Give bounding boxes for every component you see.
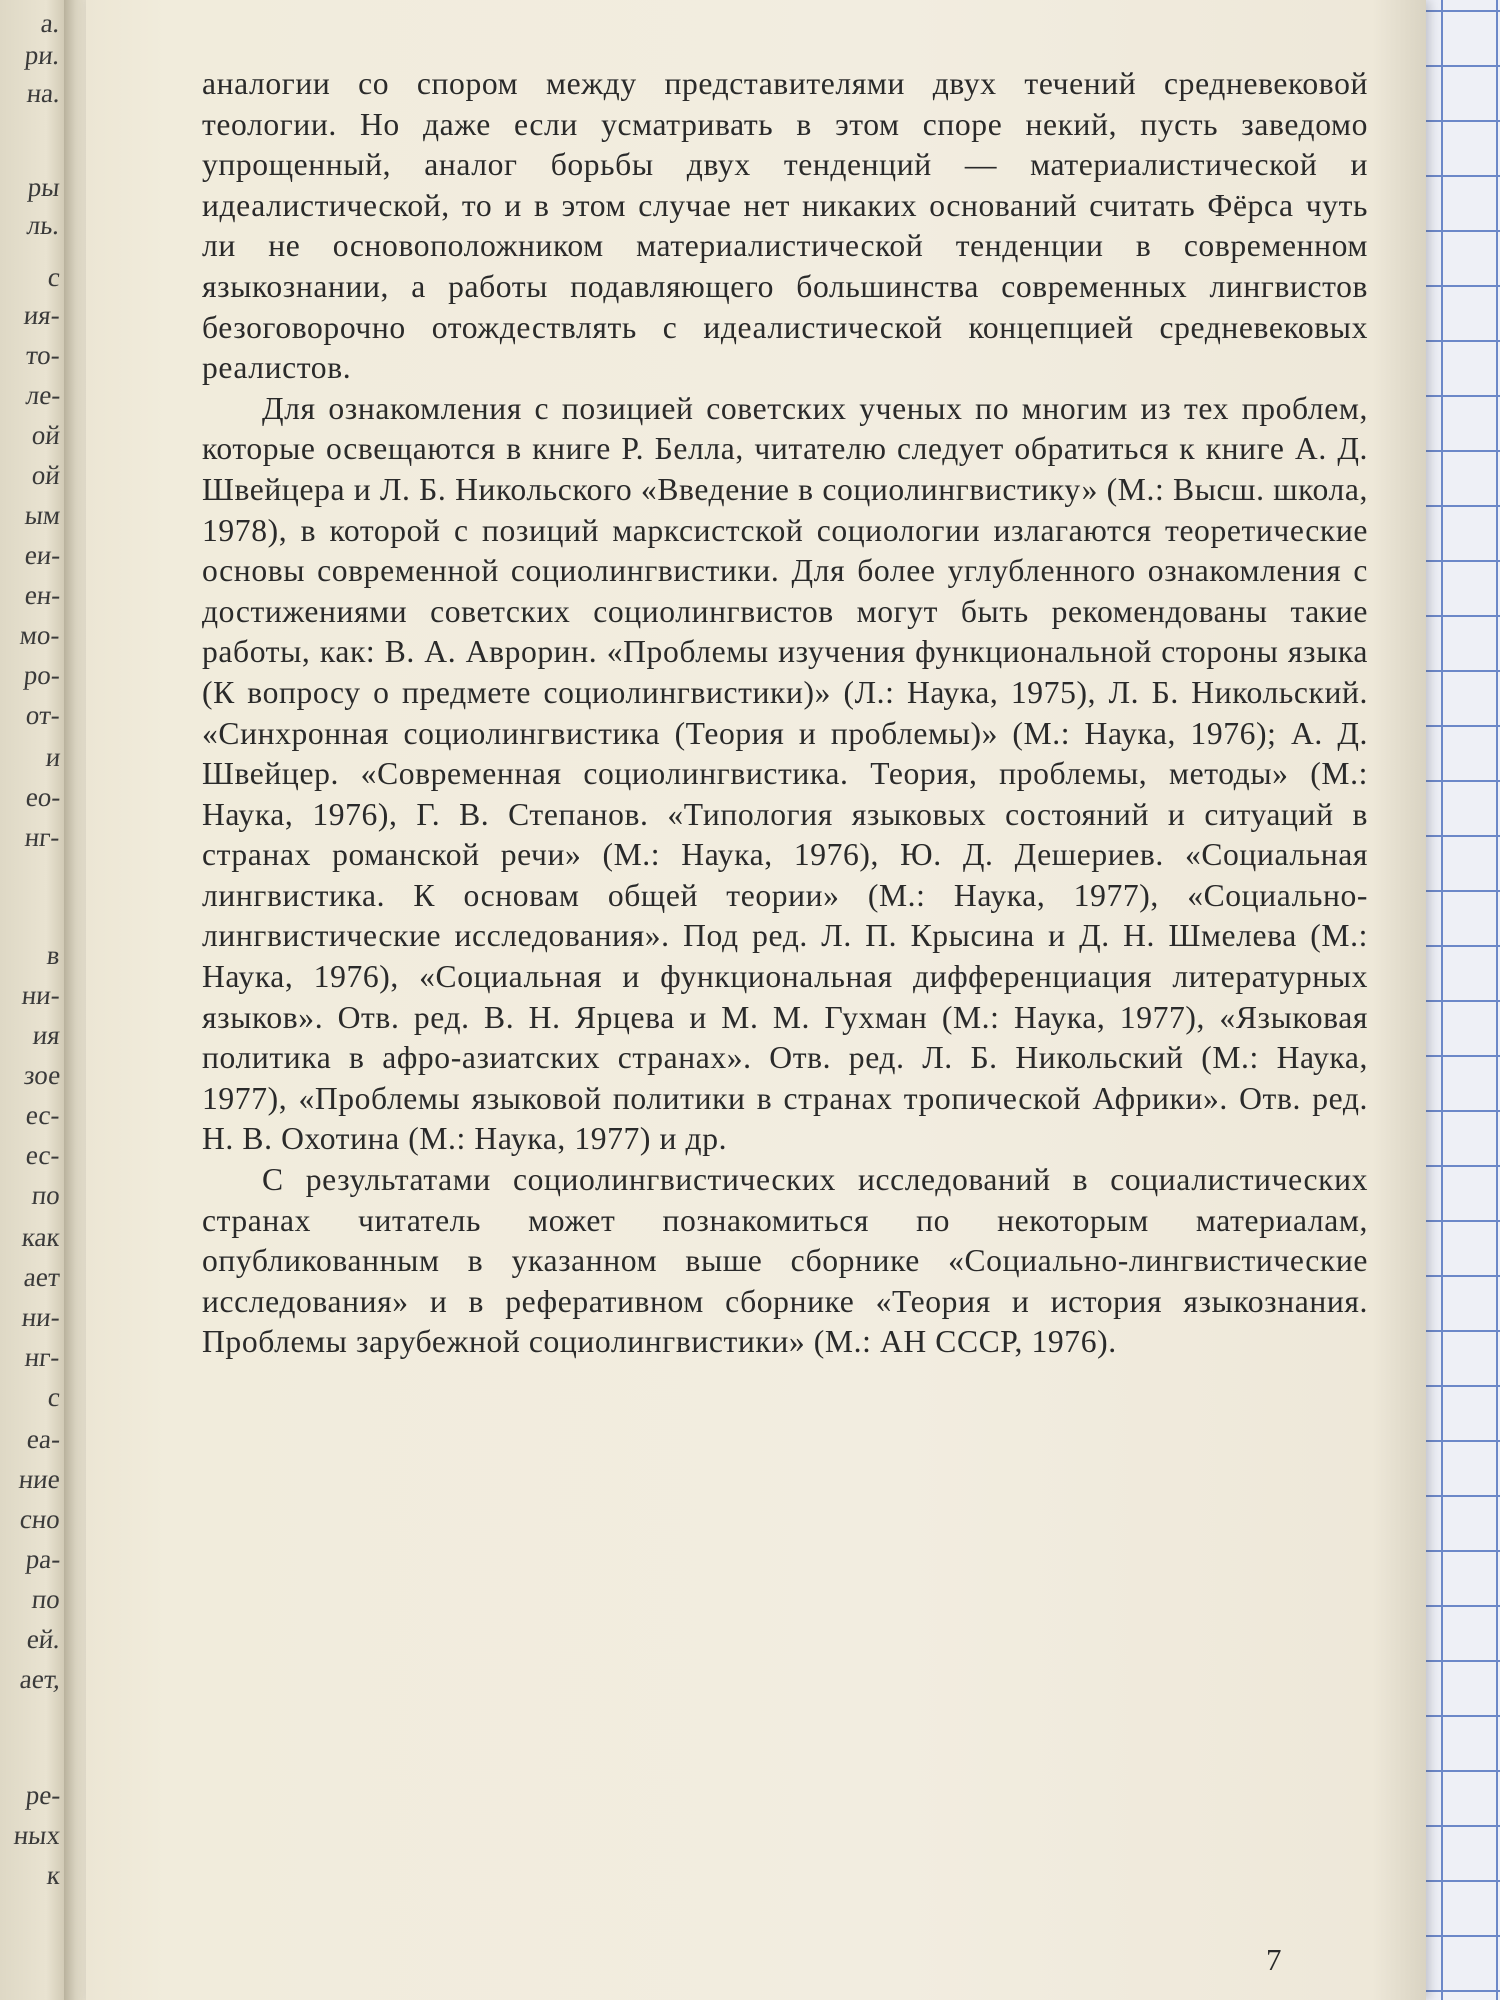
previous-page-fragment: и bbox=[44, 742, 62, 772]
previous-page-fragment: ни- bbox=[20, 980, 62, 1010]
previous-page-fragment: на. bbox=[25, 78, 62, 108]
previous-page-fragment: ре- bbox=[23, 1780, 62, 1810]
previous-page-fragment: нг- bbox=[23, 1342, 62, 1372]
previous-page-fragment: ни- bbox=[20, 1302, 62, 1332]
previous-page-fragment: ой bbox=[30, 460, 62, 490]
previous-page-fragment: а. bbox=[39, 8, 62, 38]
previous-page-fragment: с bbox=[46, 1382, 62, 1412]
previous-page-fragment: ра- bbox=[23, 1544, 62, 1574]
previous-page-fragment: ия bbox=[31, 1020, 62, 1050]
previous-page-fragment: ле- bbox=[24, 380, 62, 410]
previous-page-fragment: ей. bbox=[25, 1624, 62, 1654]
previous-page-fragment: ных bbox=[12, 1820, 62, 1850]
previous-page-fragment: ние bbox=[17, 1464, 62, 1494]
previous-page-fragment: ия- bbox=[22, 300, 62, 330]
page-number: 7 bbox=[1266, 1942, 1282, 1977]
page-text bbox=[202, 64, 1368, 1363]
previous-page-fragment: то- bbox=[24, 340, 62, 370]
previous-page-fragment: ой bbox=[30, 420, 62, 450]
previous-page-fragment: ает, bbox=[17, 1664, 62, 1694]
previous-page-fragment: ео- bbox=[23, 782, 62, 812]
previous-page-fragment: ль. bbox=[25, 210, 62, 240]
previous-page-fragment: ры bbox=[26, 172, 62, 202]
previous-page-fragment: ес- bbox=[24, 1140, 62, 1170]
paragraph-2: Для ознакомления с позицией советских ученых по многим из тех проблем, которые освещаются в книге Р. Белла, читателю следует обратиться к книге А. Д. Швейцера и Л. Б. Никольского «Введение в социолингвистику» (М.: Высш. школа, 1978), в которой с позиций марксистской социологии излагаются теоретические основы современной социолингвистики. Для более углубленного ознакомления с достижениями советских социолингвистов могут быть рекомендованы такие работы, как: В. А. Аврорин. «Проблемы изучения функциональной стороны языка (К вопросу о предмете социолингвистики)» (Л.: Наука, 1975), Л. Б. Никольский. «Синхронная социолингвистика (Теория и проблемы)» (М.: Наука, 1976); А. Д. Швейцер. «Современная социолингвистика. Теория, проблемы, методы» (М.: Наука, 1976), Г. В. Степанов. «Типология языковых состояний и ситуаций в странах романской речи» (М.: Наука, 1976), Ю. Д. Дешериев. «Социальная лингвистика. К основам общей теории» (М.: Наука, 1977), «Социально-лингвистические исследования». Под ред. Л. П. Крысина и Д. Н. Шмелева (М.: Наука, 1976), «Социальная и функциональная дифференциация литературных языков». Отв. ред. В. Н. Ярцева и М. М. Гухман (М.: Наука, 1977), «Языковая политика в афро-азиатских странах». Отв. ред. Л. Б. Никольский (М.: Наука, 1977), «Проблемы языковой политики в странах тропической Африки». Отв. ред. Н. В. Охотина (М.: Наука, 1977) и др. bbox=[202, 390, 1368, 1157]
book-page bbox=[86, 0, 1426, 2000]
previous-page-fragment: ри. bbox=[23, 40, 62, 70]
previous-page-fragment: с bbox=[46, 262, 62, 292]
paragraph-3: С результатами социолингвистических исследований в социалистических странах читатель может познакомиться по некоторым материалам, опубликованным в указанном выше сборнике «Социально-лингвистические исследования» и в реферативном сборнике «Теория и история языкознания. Проблемы зарубежной социолингвистики» (М.: АН СССР, 1976). bbox=[202, 1162, 1368, 1360]
previous-page-fragment: ес- bbox=[24, 1100, 62, 1130]
previous-page-fragment: по bbox=[30, 1180, 62, 1210]
previous-page-fragment: ает bbox=[22, 1262, 62, 1292]
previous-page-fragment: зое bbox=[22, 1060, 62, 1090]
previous-page-fragment: ен- bbox=[23, 580, 62, 610]
previous-page-fragment: по bbox=[30, 1584, 62, 1614]
previous-page-fragment: еи- bbox=[23, 540, 62, 570]
previous-page-fragment: от- bbox=[24, 700, 62, 730]
previous-page-fragment: еа- bbox=[25, 1424, 62, 1454]
previous-page-fragment: мо- bbox=[18, 620, 62, 650]
previous-page-fragment: к bbox=[45, 1860, 62, 1890]
previous-page-fragment: ым bbox=[23, 500, 62, 530]
previous-page-fragment: нг- bbox=[23, 822, 62, 852]
previous-page-fragment: в bbox=[45, 940, 62, 970]
previous-page-fragment: сно bbox=[18, 1504, 62, 1534]
paragraph-1: аналогии со спором между представителями двух течений средневековой теологии. Но даже если усматривать в этом споре некий, пусть заведомо упрощенный, аналог борьбы двух тенденций — материалистической и идеалистической, то и в этом случае нет никаких оснований считать Фёрса чуть ли не основоположником материалистической тенденции в современном языкознании, а работы подавляющего большинства современных лингвистов безоговорочно отождествлять с идеалистической концепцией средневековых реалистов. bbox=[202, 66, 1368, 386]
previous-page-fragment: ро- bbox=[22, 660, 62, 690]
previous-page-edge bbox=[0, 0, 66, 2000]
previous-page-fragment: как bbox=[20, 1222, 62, 1252]
